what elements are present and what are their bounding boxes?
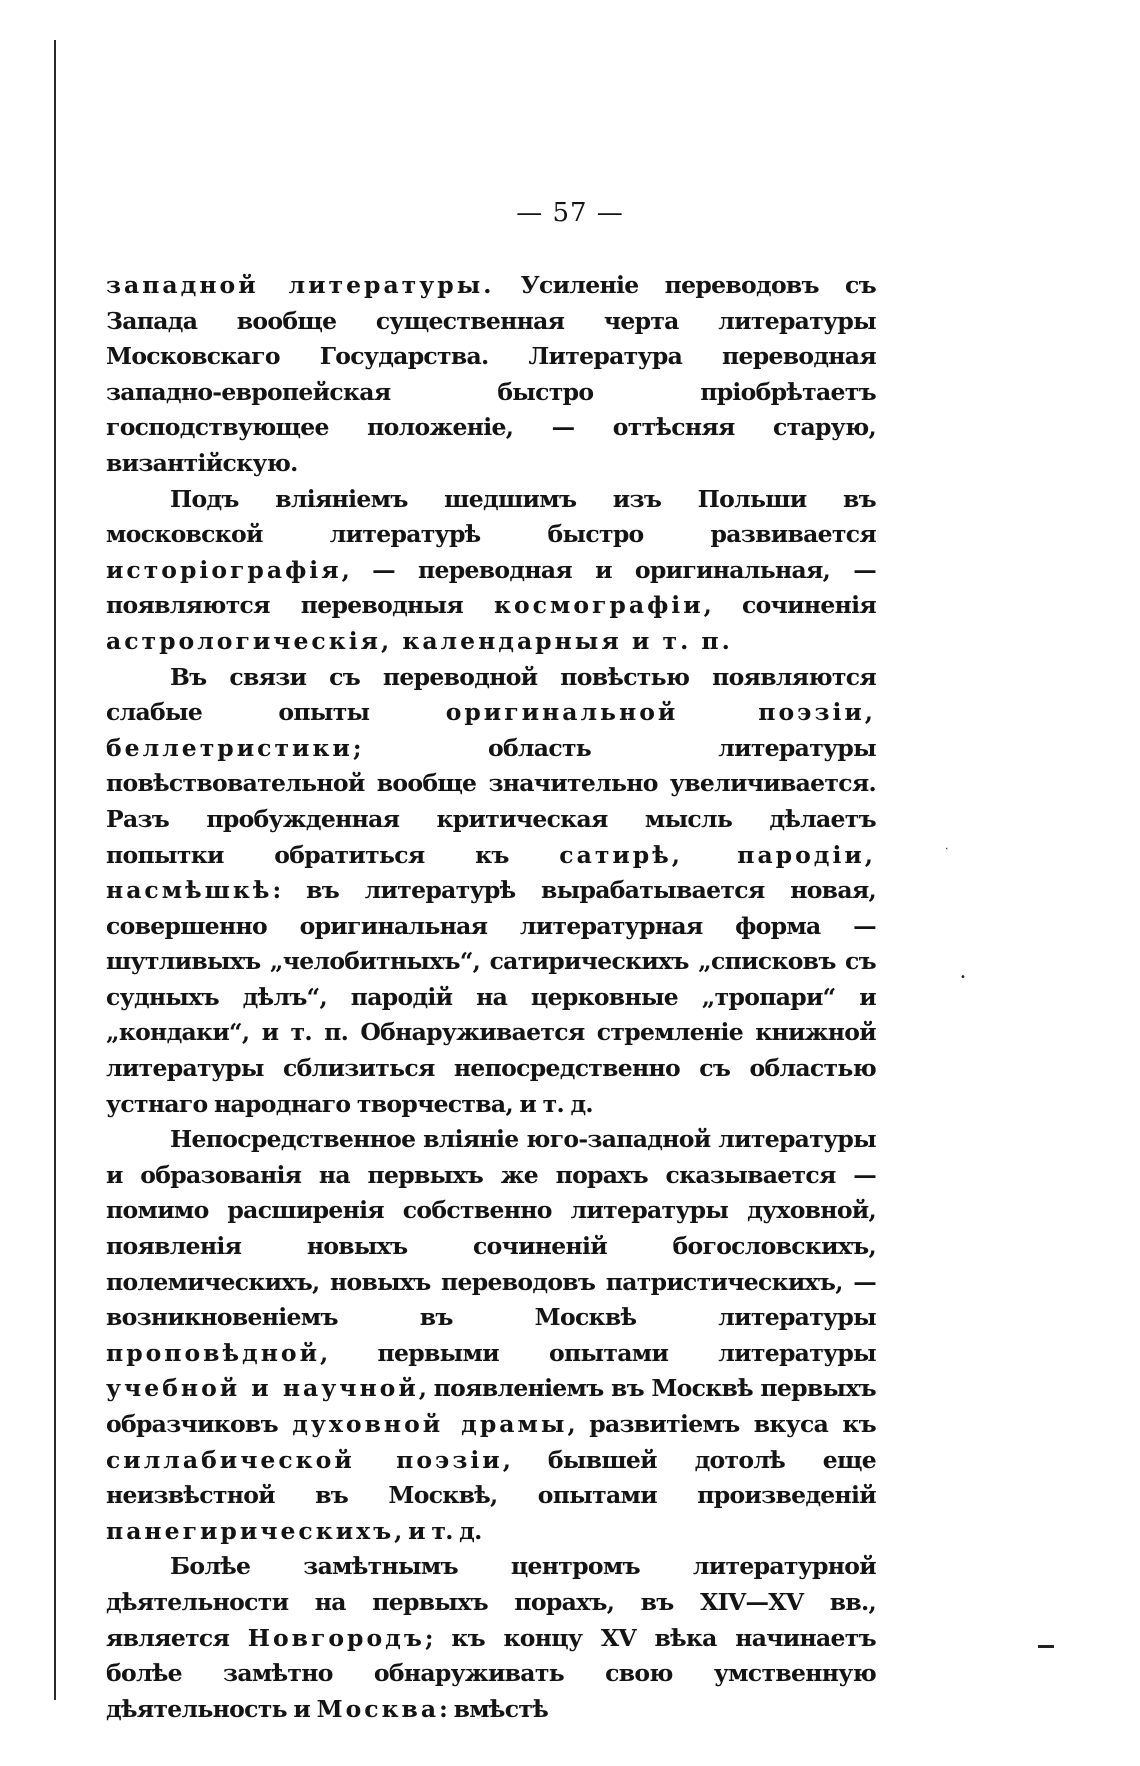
spaced-emphasis-text: Москва xyxy=(316,1694,440,1723)
text-run: ; область литературы повѣствовательной вообще значительно увеличивается. Разъ пробужденная критическая мысль дѣлаетъ попытки обратиться къ xyxy=(106,733,876,869)
spaced-emphasis-text: панегирическихъ xyxy=(106,1516,395,1545)
text-run: Непосредственное вліяніе юго-западной литературы и образованія на первыхъ же порахъ сказывается — помимо расширенія собственно литературы духовной, появленія новыхъ сочиненій богословскихъ, полемическихъ, новыхъ переводовъ патристическихъ, — возникновеніемъ въ Москвѣ литературы xyxy=(106,1125,876,1332)
binding-edge-line xyxy=(54,40,56,1700)
spaced-emphasis-text: Новгородъ xyxy=(247,1623,425,1652)
text-run: , развитіемъ вкуса къ xyxy=(567,1410,877,1438)
paragraph-1 xyxy=(106,268,876,482)
text-run: : вмѣстѣ xyxy=(439,1694,549,1723)
spaced-emphasis-text: астрологическія, календарныя и т. п. xyxy=(106,626,733,655)
spaced-emphasis-text: исторіографія xyxy=(106,555,342,584)
paragraph-5 xyxy=(106,1549,876,1727)
text-run: ; къ концу XV вѣка начинаетъ болѣе замѣтно обнаруживать свою умственную дѣятельность и xyxy=(106,1623,876,1723)
paragraph-4 xyxy=(106,1122,876,1549)
text-run: , появленіемъ въ Москвѣ первыхъ образчиковъ xyxy=(106,1374,876,1438)
text-run: Подъ вліяніемъ шедшимъ изъ Польши въ московской литературѣ быстро развивается xyxy=(106,484,876,549)
spaced-emphasis-text: учебной и научной xyxy=(106,1374,419,1403)
page-number: — 57 — xyxy=(516,198,624,228)
spaced-emphasis-text: оригинальной поэзіи, беллетристики xyxy=(106,698,876,762)
spaced-emphasis-text: духовной драмы xyxy=(292,1410,568,1438)
paragraph-2 xyxy=(106,482,876,660)
text-run: , и т. д. xyxy=(394,1516,482,1545)
body-text xyxy=(106,268,876,1727)
text-run: , бывшей дотолѣ еще неизвѣстной въ Москвѣ, опытами произведеній xyxy=(106,1445,877,1510)
scan-dash-mark xyxy=(1038,1645,1054,1648)
text-run: Въ связи съ переводной повѣстью появляются слабые опыты xyxy=(106,662,876,727)
spaced-emphasis-text: проповѣдной xyxy=(106,1338,321,1367)
scan-speck-mark: • xyxy=(960,972,966,983)
spaced-emphasis-text: сатирѣ, пародіи, насмѣшкѣ xyxy=(106,840,876,905)
spaced-emphasis-text: силлабической поэзіи xyxy=(106,1445,503,1474)
text-run: Болѣе замѣтнымъ центромъ литературной дѣятельности на первыхъ порахъ, въ XIV—XV вв., является xyxy=(106,1552,876,1652)
text-run: , сочиненія xyxy=(703,591,876,620)
spaced-emphasis-text: космографіи xyxy=(493,591,704,620)
text-run: , первыми опытами литературы xyxy=(320,1338,876,1367)
spaced-emphasis-text: западной литературы. xyxy=(106,271,495,299)
text-run: : въ литературѣ вырабатывается новая, совершенно оригинальная литературная форма — шутливыхъ „челобитныхъ“, сатирическихъ „списковъ съ судныхъ дѣлъ“, пародій на церковные „тропари“ и „кондаки“, и т. п. Обнаруживается стремленіе книжной литературы сблизиться непосредственно съ областью устнаго народнаго творчества, и т. д. xyxy=(106,876,876,1118)
paragraph-3 xyxy=(106,660,876,1123)
text-run: , — переводная и оригинальная, — появляются переводныя xyxy=(106,555,876,620)
text-run: Усиленіе переводовъ съ Запада вообще существенная черта литературы Московскаго Государства. Литература переводная западно-европейская быстро пріобрѣтаетъ господствующее положеніе, — оттѣсняя старую, византійскую. xyxy=(106,271,876,477)
scan-speck-mark: ⸼ xyxy=(946,839,949,850)
